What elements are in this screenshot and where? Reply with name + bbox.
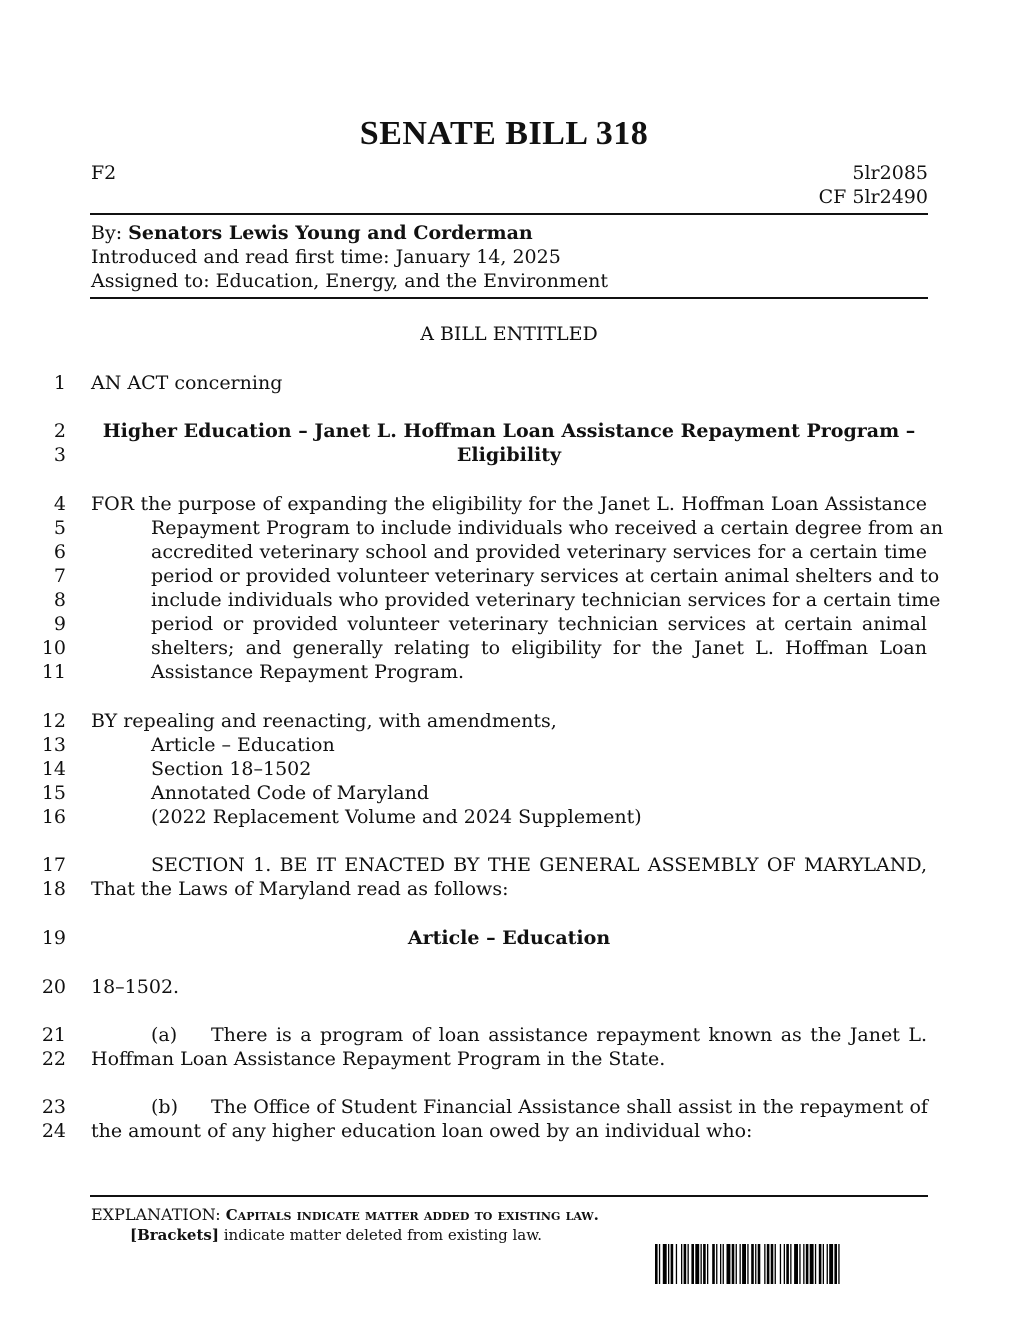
header-rule-top <box>90 213 928 215</box>
barcode-bar <box>712 1244 715 1284</box>
barcode-bar <box>834 1244 837 1284</box>
barcode-bar <box>691 1244 694 1284</box>
line-number: 17 <box>41 854 66 876</box>
article-heading: Article – Education <box>407 927 611 949</box>
line-number: 12 <box>41 710 66 732</box>
bill-title: SENATE BILL 318 <box>359 115 649 152</box>
barcode-bar <box>707 1244 708 1284</box>
barcode-bar <box>742 1244 746 1284</box>
purpose-line: shelters; and generally relating to eligibility for the Janet L. Hoffman Loan <box>151 637 927 659</box>
barcode-bar <box>740 1244 741 1284</box>
barcode-bar <box>659 1244 660 1284</box>
barcode-bar <box>827 1244 828 1284</box>
line-number: 8 <box>53 589 66 611</box>
barcode-bar <box>671 1244 674 1284</box>
barcode-bar <box>747 1244 748 1284</box>
explanation-line <box>91 1205 599 1224</box>
barcode-bar <box>829 1244 833 1284</box>
explanation-label: EXPLANATION: <box>91 1205 221 1224</box>
barcode-bar <box>764 1244 765 1284</box>
assigned-line: Assigned to: Education, Energy, and the Environment <box>91 270 608 292</box>
line-number: 2 <box>53 420 66 442</box>
header-rule-bottom <box>90 297 928 299</box>
barcode-bar <box>815 1244 816 1284</box>
barcode-bar <box>806 1244 809 1284</box>
barcode-bar <box>663 1244 667 1284</box>
sponsor-line <box>91 222 533 244</box>
repeal-line: (2022 Replacement Volume and 2024 Supplement) <box>151 806 642 828</box>
bill-code-left: F2 <box>91 162 117 184</box>
barcode-bar <box>799 1244 800 1284</box>
barcode-bar <box>727 1244 731 1284</box>
act-concerning: AN ACT concerning <box>91 372 283 394</box>
brackets-text: indicate matter deleted from existing law. <box>223 1226 543 1244</box>
barcode-bar <box>688 1244 689 1284</box>
barcode-bar <box>823 1244 824 1284</box>
para-a-marker: (a) <box>151 1024 178 1046</box>
sponsor-by-label: By: <box>91 222 123 244</box>
barcode-bar <box>767 1244 770 1284</box>
line-number: 14 <box>41 758 66 780</box>
barcode-bar <box>655 1244 658 1284</box>
bill-code-right: 5lr2085 <box>852 162 928 184</box>
line-number: 21 <box>41 1024 66 1046</box>
line-number: 5 <box>53 517 66 539</box>
section1-line-1: SECTION 1. BE IT ENACTED BY THE GENERAL ASSEMBLY OF MARYLAND, <box>151 854 927 876</box>
para-b-line-1: The Office of Student Financial Assistance shall assist in the repayment of <box>211 1096 928 1118</box>
barcode-image <box>655 1244 905 1284</box>
line-number: 13 <box>41 734 66 756</box>
line-number: 10 <box>41 637 66 659</box>
barcode-bar <box>723 1244 724 1284</box>
line-number: 9 <box>53 613 66 635</box>
barcode-bar <box>703 1244 706 1284</box>
cross-file-code: CF 5lr2490 <box>818 186 928 208</box>
purpose-line: FOR the purpose of expanding the eligibility for the Janet L. Hoffman Loan Assistance <box>91 493 927 515</box>
line-number: 4 <box>53 493 66 515</box>
footer-rule <box>90 1195 928 1197</box>
barcode-bar <box>790 1244 791 1284</box>
bill-entitled: A BILL ENTITLED <box>420 323 598 345</box>
brackets-line <box>130 1226 542 1244</box>
barcode-bar <box>701 1244 702 1284</box>
line-number: 16 <box>41 806 66 828</box>
barcode-bar <box>736 1244 737 1284</box>
para-b-line-2: the amount of any higher education loan owed by an individual who: <box>91 1120 753 1142</box>
barcode-bar <box>695 1244 699 1284</box>
line-number: 6 <box>53 541 66 563</box>
barcode-bar <box>784 1244 785 1284</box>
explanation-caps: Capitals indicate matter added to existing law. <box>225 1206 599 1224</box>
purpose-line: period or provided volunteer veterinary technician services at certain animal <box>151 613 927 635</box>
repeal-heading: BY repealing and reenacting, with amendments, <box>91 710 557 732</box>
sponsor-names: Senators Lewis Young and Corderman <box>128 222 533 244</box>
line-number: 24 <box>41 1120 66 1142</box>
barcode-bar <box>676 1244 677 1284</box>
barcode-bar <box>716 1244 717 1284</box>
barcode-bar <box>794 1244 798 1284</box>
para-b-marker: (b) <box>151 1096 178 1118</box>
barcode-bar <box>819 1244 822 1284</box>
section-number: 18–1502. <box>91 976 180 998</box>
introduced-line: Introduced and read first time: January 14, 2025 <box>91 246 561 268</box>
line-number: 19 <box>41 927 66 949</box>
barcode-bar <box>755 1244 756 1284</box>
barcode-bar <box>803 1244 804 1284</box>
barcode-bar <box>751 1244 754 1284</box>
repeal-line: Article – Education <box>151 734 335 756</box>
line-number: 23 <box>41 1096 66 1118</box>
purpose-line: accredited veterinary school and provided veterinary services for a certain time <box>151 541 927 563</box>
section1-line-2: That the Laws of Maryland read as follows: <box>91 878 509 900</box>
barcode-bar <box>732 1244 735 1284</box>
brackets-label: [Brackets] <box>130 1226 219 1244</box>
barcode-bar <box>720 1244 721 1284</box>
barcode-bar <box>684 1244 687 1284</box>
line-number: 20 <box>41 976 66 998</box>
line-number: 11 <box>41 661 66 683</box>
barcode-bar <box>771 1244 774 1284</box>
bill-subject-line-1: Higher Education – Janet L. Hoffman Loan Assistance Repayment Program – <box>102 420 916 442</box>
line-number: 3 <box>53 444 66 466</box>
barcode-bar <box>681 1244 682 1284</box>
repeal-line: Annotated Code of Maryland <box>151 782 430 804</box>
barcode-bar <box>758 1244 761 1284</box>
bill-subject-line-2: Eligibility <box>456 444 562 466</box>
line-number: 22 <box>41 1048 66 1070</box>
barcode-bar <box>810 1244 814 1284</box>
repeal-line: Section 18–1502 <box>151 758 312 780</box>
purpose-line: include individuals who provided veterinary technician services for a certain time <box>151 589 941 611</box>
para-a-line-2: Hoffman Loan Assistance Repayment Program in the State. <box>91 1048 666 1070</box>
purpose-line: period or provided volunteer veterinary services at certain animal shelters and to <box>151 565 940 587</box>
line-number: 15 <box>41 782 66 804</box>
barcode-bar <box>775 1244 776 1284</box>
para-a-line-1: There is a program of loan assistance repayment known as the Janet L. <box>211 1024 927 1046</box>
barcode-bar <box>668 1244 669 1284</box>
line-number: 18 <box>41 878 66 900</box>
line-number: 1 <box>53 372 66 394</box>
line-number: 7 <box>53 565 66 587</box>
barcode-bar <box>786 1244 789 1284</box>
purpose-line: Repayment Program to include individuals who received a certain degree from an <box>151 517 944 539</box>
purpose-line: Assistance Repayment Program. <box>151 661 465 683</box>
barcode-bar <box>838 1244 839 1284</box>
barcode-bar <box>780 1244 781 1284</box>
